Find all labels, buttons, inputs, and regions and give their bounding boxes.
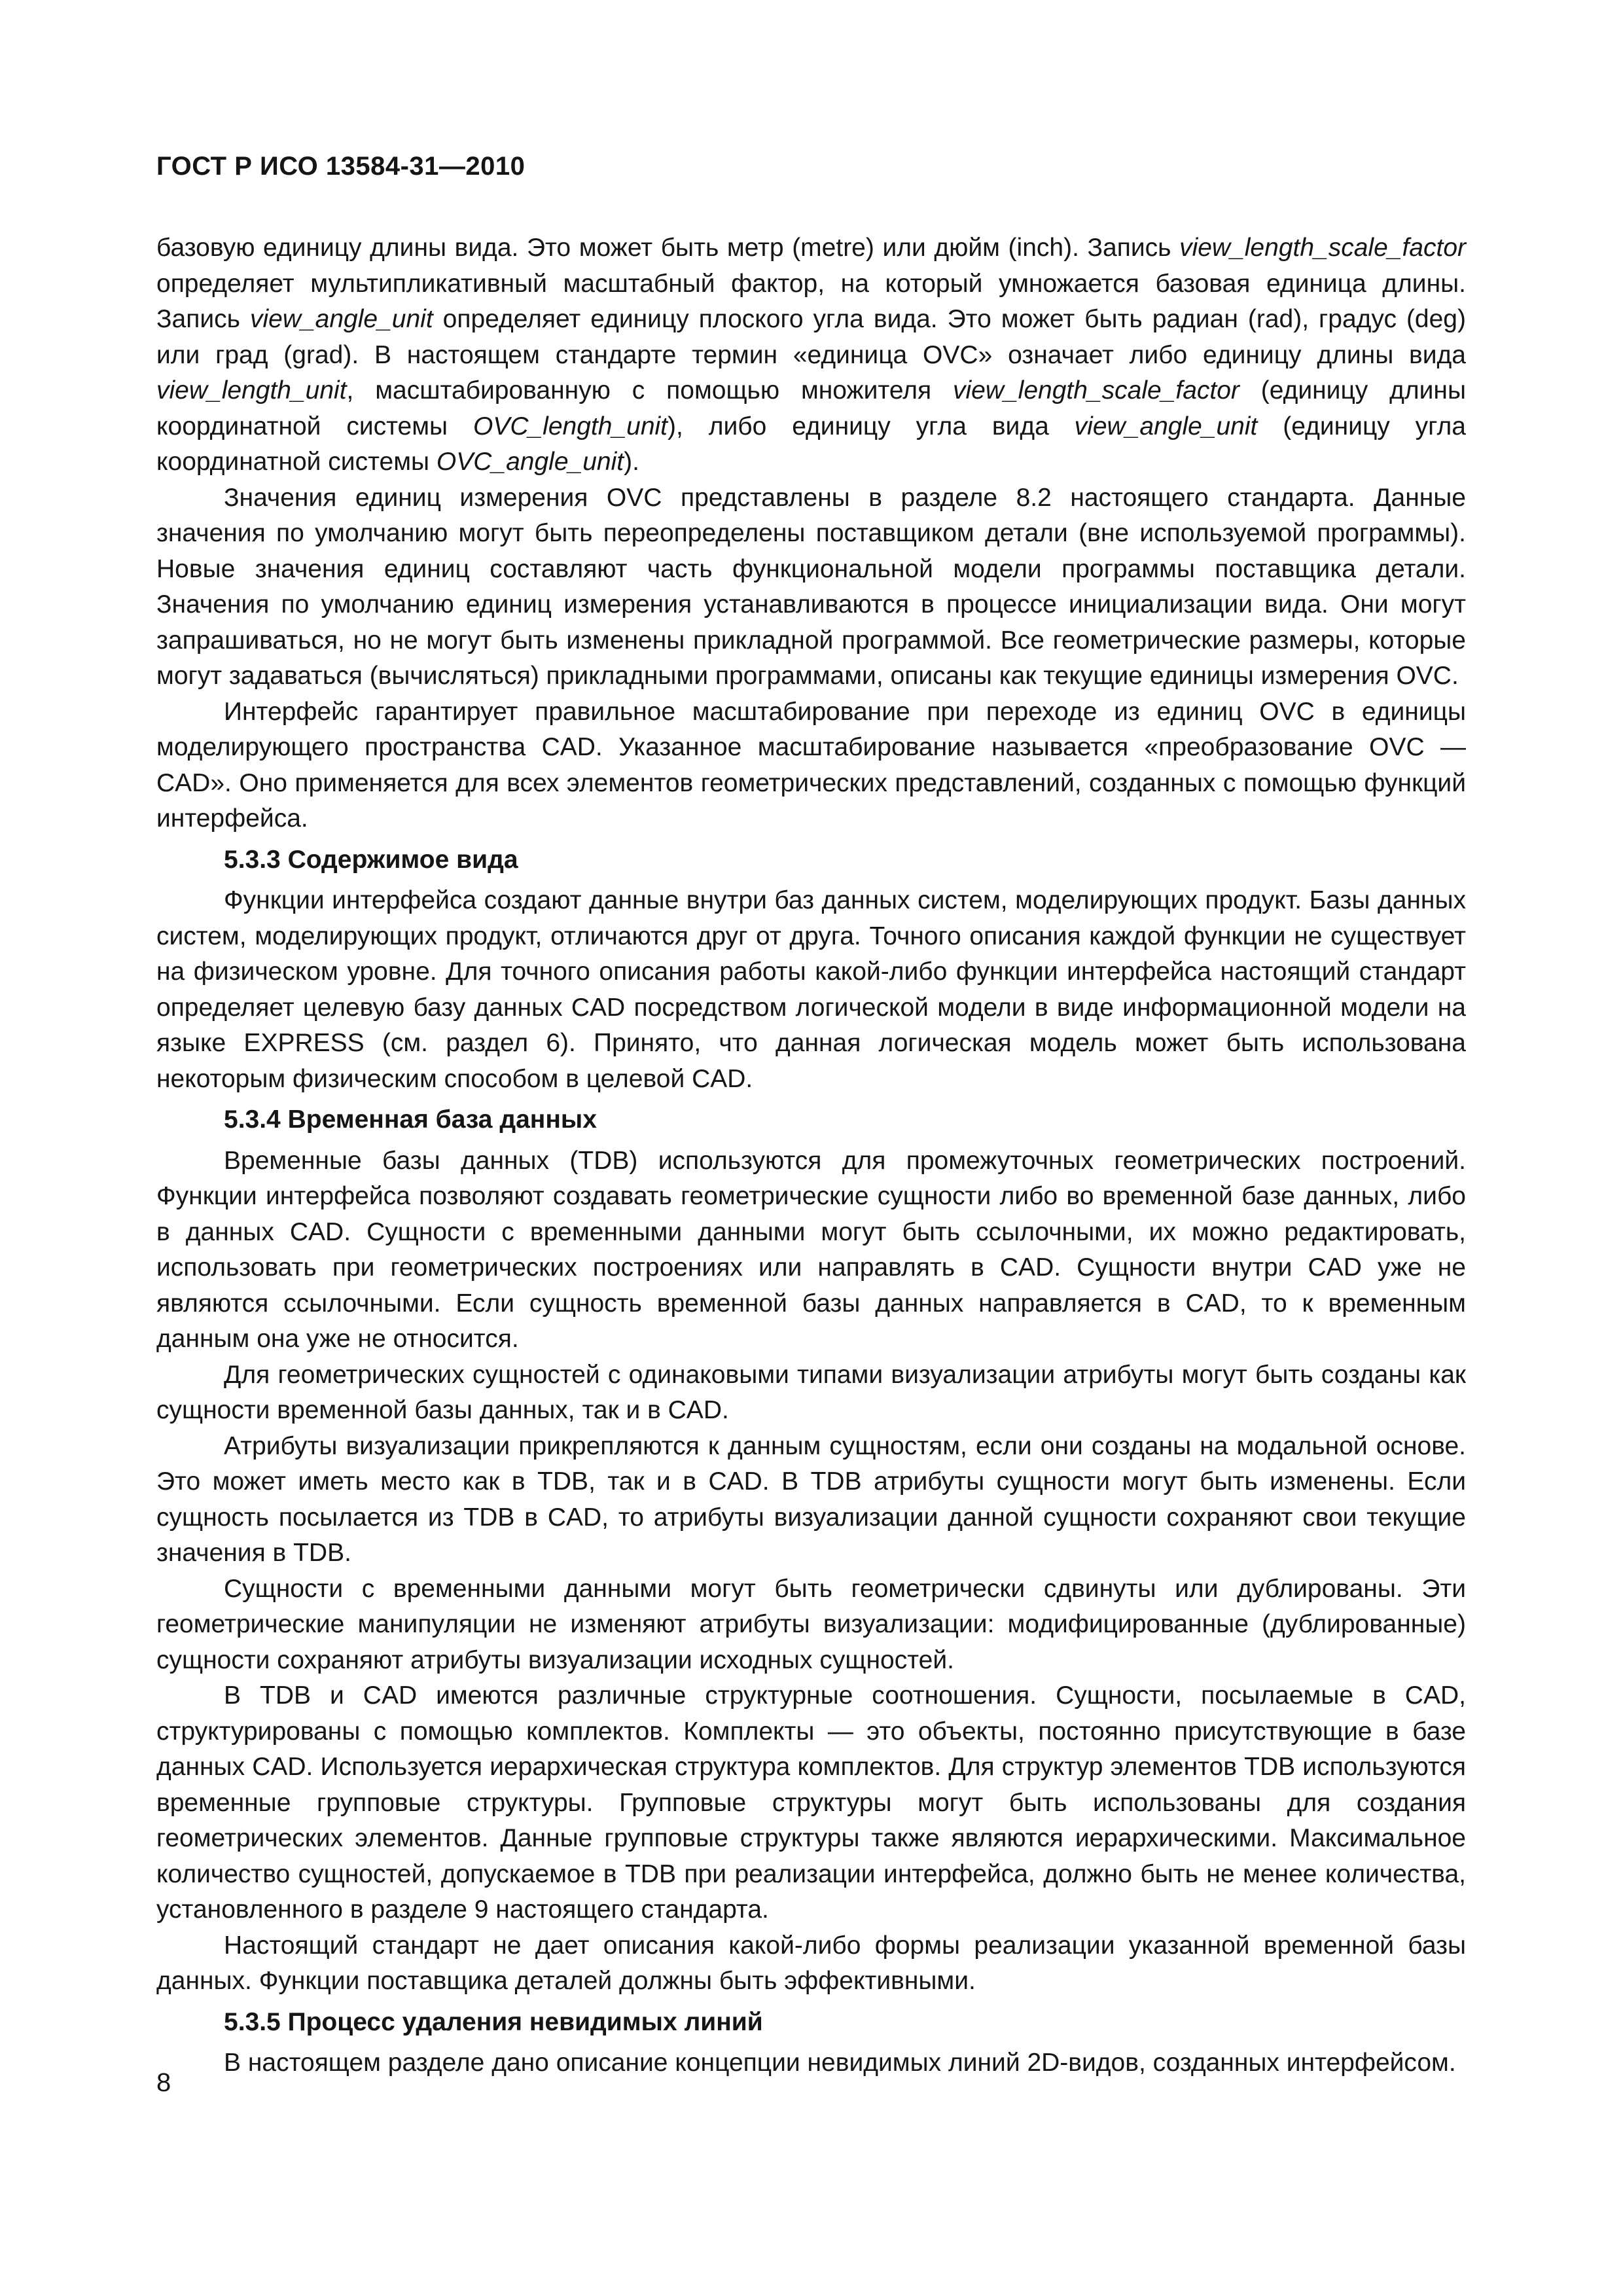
document-body xyxy=(156,230,1466,2081)
paragraph-entity-manipulation: Сущности с временными данными могут быть геометрически сдвинуты или дублированы. Эти геометрические манипуляции не изменяют атрибуты визуализации: модифицированные (дублированные) сущности сохраняют атрибуты визуализации исходных сущностей. xyxy=(156,1574,1466,1674)
paragraph-structures: В TDB и CAD имеются различные структурные соотношения. Сущности, посылаемые в CAD, структурированы с помощью комплектов. Комплекты — это объекты, постоянно присутствующие в базе данных CAD. Используется иерархическая структура комплектов. Для структур элементов TDB используются временные групповые структуры. Групповые структуры могут быть использованы для создания геометрических элементов. Данные групповые структуры также являются иерархическими. Максимальное количество сущностей, допускаемое в TDB при реализации интерфейса, должно быть не менее количества, установленного в разделе 9 настоящего стандарта. xyxy=(156,1681,1466,1924)
section-heading-5-3-4: 5.3.4 Временная база данных xyxy=(224,1105,597,1134)
section-heading-5-3-5: 5.3.5 Процесс удаления невидимых линий xyxy=(224,2007,763,2036)
page-number: 8 xyxy=(156,2068,171,2097)
document-header: ГОСТ Р ИСО 13584-31—2010 xyxy=(156,152,526,181)
paragraph-tdb-attributes: Для геометрических сущностей с одинаковыми типами визуализации атрибуты могут быть созданы как сущности временной базы данных, так и в CAD. xyxy=(156,1360,1466,1424)
paragraph-view-units: базовую единицу длины вида. Это может быть метр (metre) или дюйм (inch). Запись view_length_scale_factor определяет мультипликативный масштабный фактор, на который умножается базовая единица длины. Запись view_angle_unit определяет единицу плоского угла вида. Это может быть радиан (rad), градус (deg) или град (grad). В настоящем стандарте термин «единица OVC» означает либо единицу длины вида view_length_unit, масштабированную с помощью множителя view_length_scale_factor (единицу длины координатной системы OVC_length_unit), либо единицу угла вида view_angle_unit (единицу угла координатной системы OVC_angle_unit). xyxy=(156,234,1466,476)
paragraph-view-content: Функции интерфейса создают данные внутри баз данных систем, моделирующих продукт. Базы данных систем, моделирующих продукт, отличаются друг от друга. Точного описания каждой функции не существует на физическом уровне. Для точного описания работы какой-либо функции интерфейса настоящий стандарт определяет целевую базу данных CAD посредством логической модели в виде информационной модели на языке EXPRESS (см. раздел 6). Принято, что данная логическая модель может быть использована некоторым физическим способом в целевой CAD. xyxy=(156,886,1466,1093)
paragraph-visualization-attributes: Атрибуты визуализации прикрепляются к данным сущностям, если они созданы на модальной основе. Это может иметь место как в TDB, так и в CAD. В TDB атрибуты сущности могут быть изменены. Если сущность посылается из TDB в CAD, то атрибуты визуализации данной сущности сохраняют свои текущие значения в TDB. xyxy=(156,1431,1466,1567)
section-heading-5-3-3: 5.3.3 Содержимое вида xyxy=(224,845,518,874)
paragraph-tdb-implementation: Настоящий стандарт не дает описания какой-либо формы реализации указанной временной базы данных. Функции поставщика деталей должны быть эффективными. xyxy=(156,1931,1466,1995)
paragraph-tdb-intro: Временные базы данных (TDB) используются для промежуточных геометрических построений. Функции интерфейса позволяют создавать геометрические сущности либо во временной базе данных, либо в данных CAD. Сущности с временными данными могут быть ссылочными, их можно редактировать, использовать при геометрических построениях или направлять в CAD. Сущности внутри CAD уже не являются ссылочными. Если сущность временной базы данных направляется в CAD, то к временным данным она уже не относится. xyxy=(156,1146,1466,1353)
paragraph-ovc-units: Значения единиц измерения OVC представлены в разделе 8.2 настоящего стандарта. Данные значения по умолчанию могут быть переопределены поставщиком детали (вне используемой программы). Новые значения единиц составляют часть функциональной модели программы поставщика детали. Значения по умолчанию единиц измерения устанавливаются в процессе инициализации вида. Они могут запрашиваться, но не могут быть изменены прикладной программой. Все геометрические размеры, которые могут задаваться (вычисляться) прикладными программами, описаны как текущие единицы измерения OVC. xyxy=(156,483,1466,690)
paragraph-hidden-lines: В настоящем разделе дано описание концепции невидимых линий 2D-видов, созданных интерфейсом. xyxy=(224,2049,1456,2077)
paragraph-ovc-cad-scaling: Интерфейс гарантирует правильное масштабирование при переходе из единиц OVC в единицы моделирующего пространства CAD. Указанное масштабирование называется «преобразование OVC — CAD». Оно применяется для всех элементов геометрических представлений, созданных с помощью функций интерфейса. xyxy=(156,697,1466,833)
